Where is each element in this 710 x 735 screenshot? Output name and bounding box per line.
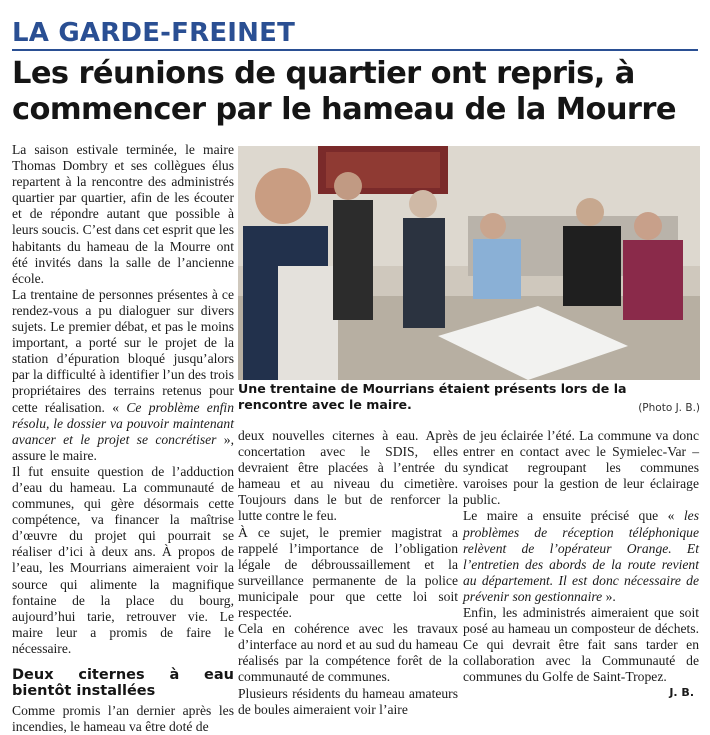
column-3: [463, 428, 699, 686]
paragraph: Cela en cohérence avec les travaux d’interface au nord et au sud du hameau réalisés par la compétence forêt de la communauté de communes.: [238, 621, 458, 685]
article-photo: [238, 146, 700, 380]
paragraph: Il fut ensuite question de l’adduction d’eau du hameau. La communauté de communes, qui gère désormais cette compétence, va financer la maîtrise d’œuvre du projet qui pourrait se réaliser d’ici à deux ans. À propos de l’eau, les Mourrians aimeraient voir la source qui alimente la magnifique fontaine de la place du bourg, aujourd’hui tarie, retrouver vie. Le maire leur a promis de faire le nécessaire.: [12, 463, 234, 656]
paragraph: À ce sujet, le premier magistrat a rappelé l’importance de l’obligation légale de débroussaillement et la surveillance permanente de la police municipale pour que cette loi soit respectée.: [238, 524, 458, 621]
paragraph: Enfin, les administrés aimeraient que soit posé au hameau un composteur de déchets. Ce qui devrait être fait sans tarder en collaboration avec la Communauté de communes du Golfe de Saint-Tropez.: [463, 605, 699, 685]
paragraph: deux nouvelles citernes à eau. Après concertation avec le SDIS, elles devraient être placées à l’entrée du hameau et au niveau du cimetière. Toujours dans le but de renforcer la lutte contre le feu.: [238, 428, 458, 524]
section-kicker: LA GARDE-FREINET: [12, 18, 296, 48]
section-rule: [12, 49, 698, 51]
paragraph: Plusieurs résidents du hameau amateurs de boules aimeraient voir l’aire: [238, 685, 458, 717]
paragraph: Le maire a ensuite précisé que « les problèmes de réception téléphonique relèvent de l’opérateur Orange. Et l’entretien des abords de la route revient au département. Il est donc nécessaire de prévenir son gestionnaire ».: [463, 508, 699, 604]
paragraph: La trentaine de personnes présentes à ce rendez-vous a pu dialoguer sur divers sujets. Le premier débat, et pas le moins important, a porté sur le projet de la station d’épuration bloqué jusqu’alors par la difficulté à identifier l’un des trois propriétaires des terrains retenus pour cette réalisation. « Ce problème enfin résolu, le dossier va pouvoir maintenant avancer et le projet se concrétiser », assure le maire.: [12, 286, 235, 463]
meeting-photo-illustration: [238, 146, 700, 380]
subheading: Deux citernes à eau bientôt installées: [12, 667, 234, 699]
column-2: [238, 428, 458, 718]
column-1: [12, 142, 234, 735]
photo-caption: Une trentaine de Mourrians étaient présents lors de la rencontre avec le maire.: [238, 381, 627, 412]
author-signature: J. B.: [669, 686, 694, 699]
photo-credit: (Photo J. B.): [638, 402, 700, 414]
paragraph: La saison estivale terminée, le maire Thomas Dombry et ses collègues élus repartent à la rencontre des administrés quartier par quartier, afin de les écouter et de répondre autant que possible à leurs soucis. C’est dans cet esprit que les habitants du hameau de la Mourre ont été invités dans la salle de l’ancienne école.: [12, 142, 234, 286]
paragraph: de jeu éclairée l’été. La commune va donc entrer en contact avec le Symielec-Var – syndicat regroupant les communes varoises pour la gestion de leur éclairage public.: [463, 428, 699, 508]
article-headline: Les réunions de quartier ont repris, à commencer par le hameau de la Mourre: [12, 56, 676, 127]
paragraph: Comme promis l’an dernier après les incendies, le hameau va être doté de: [12, 703, 234, 735]
